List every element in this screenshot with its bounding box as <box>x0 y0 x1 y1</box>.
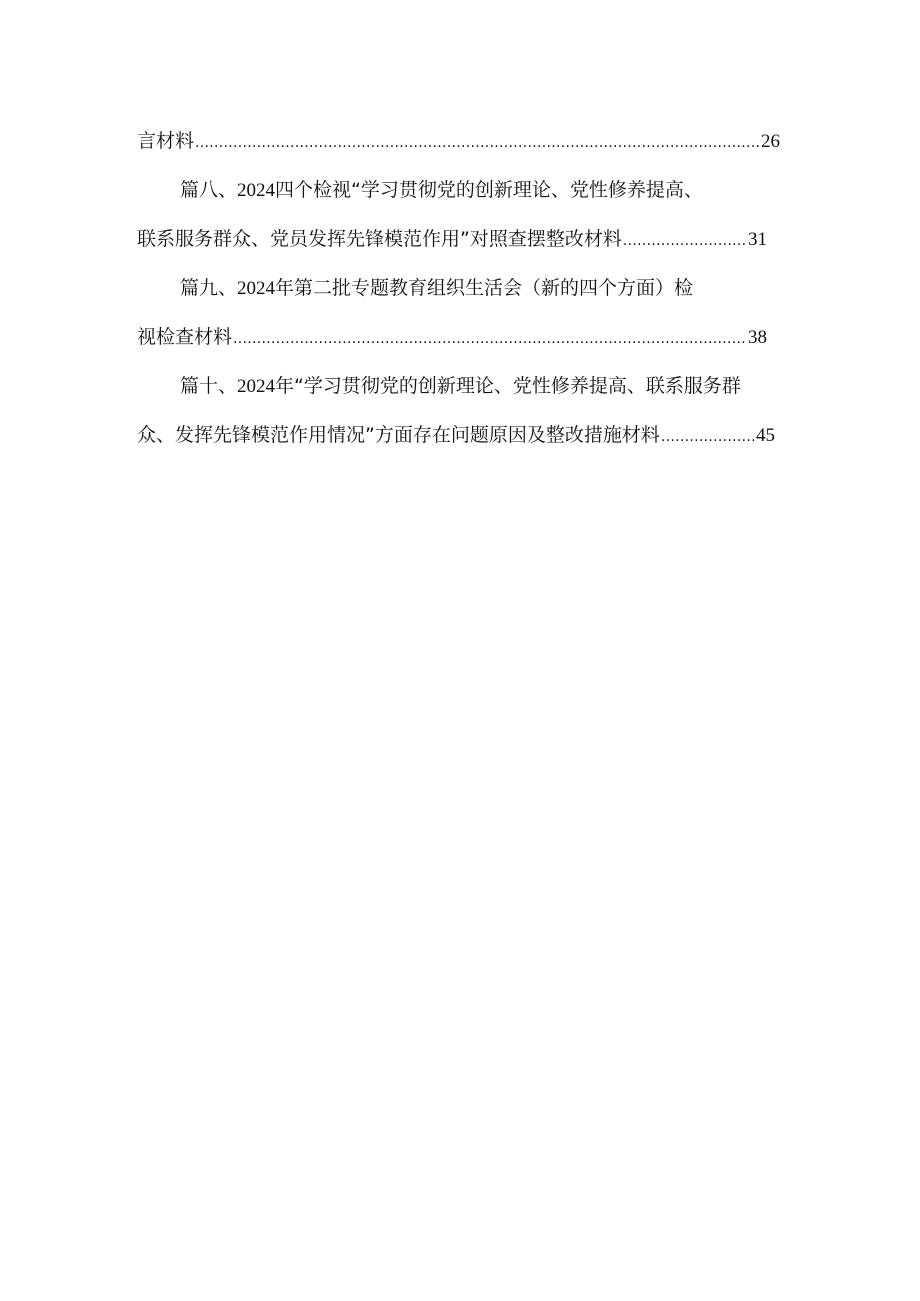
toc-entry-text: 年第二批专题教育组织生活会（新的四个方面）检 <box>275 277 694 299</box>
toc-entry-text: 众、发挥先锋模范作用情况”方面存在问题原因及整改措施材料 <box>137 424 660 446</box>
dot-leader <box>661 424 755 450</box>
toc-page-number: 31 <box>748 229 767 250</box>
toc-entry-9-title[interactable] <box>137 275 785 301</box>
toc-page-number: 38 <box>748 327 767 348</box>
dot-leader <box>195 130 760 156</box>
toc-entry-9-continuation[interactable] <box>137 324 767 350</box>
dot-leader <box>233 326 747 352</box>
toc-entry-text: 言材料 <box>137 130 195 152</box>
toc-entry-prefix: 篇八、 <box>180 179 238 201</box>
toc-entry-text: 联系服务群众、党员发挥先锋模范作用”对照查摆整改材料 <box>137 228 622 250</box>
toc-entry-8-continuation[interactable] <box>137 226 767 252</box>
dot-leader <box>623 228 747 254</box>
toc-entry-text: 四个检视“学习贯彻党的创新理论、党性修养提高、 <box>275 179 703 201</box>
toc-entry-year: 2024 <box>237 376 276 397</box>
toc-entry-continuation[interactable] <box>137 128 780 154</box>
toc-entry-prefix: 篇十、 <box>180 375 238 397</box>
table-of-contents <box>137 128 785 471</box>
toc-entry-prefix: 篇九、 <box>180 277 238 299</box>
toc-entry-text: 视检查材料 <box>137 326 233 348</box>
toc-page-number: 45 <box>756 425 775 446</box>
toc-entry-text: 年“学习贯彻党的创新理论、党性修养提高、联系服务群 <box>275 375 741 397</box>
toc-page-number: 26 <box>761 131 780 152</box>
toc-entry-8-title[interactable] <box>137 177 785 203</box>
toc-entry-year: 2024 <box>237 278 276 299</box>
toc-entry-year: 2024 <box>237 180 276 201</box>
toc-entry-10-title[interactable] <box>137 373 785 399</box>
toc-entry-10-continuation[interactable] <box>137 422 775 448</box>
